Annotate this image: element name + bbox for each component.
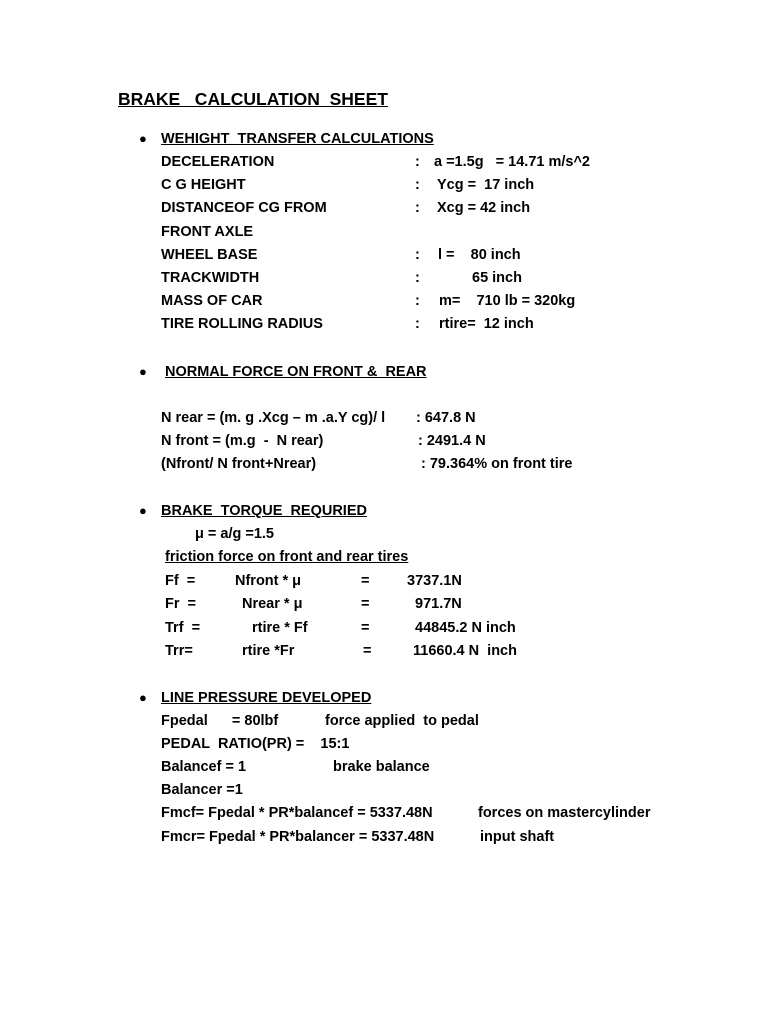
brake-torque-heading: BRAKE TORQUE REQURIED: [161, 503, 367, 519]
bt-expr: rtire *Fr: [242, 643, 295, 659]
nf-result: : 647.8 N: [416, 410, 476, 426]
bt-eq: =: [361, 620, 370, 636]
nf-result: : 79.364% on front tire: [421, 456, 573, 472]
pedal-ratio-line: PEDAL RATIO(PR) = 15:1: [161, 736, 350, 752]
friction-subheading: friction force on front and rear tires: [165, 549, 409, 565]
wt-colon: :: [415, 270, 420, 286]
balancef-line: Balancef = 1: [161, 759, 247, 775]
bt-value: 3737.1N: [407, 573, 462, 589]
wt-label: TRACKWIDTH: [161, 270, 260, 286]
wt-colon: :: [415, 247, 420, 263]
fpedal-line: Fpedal = 80lbf: [161, 713, 279, 729]
bt-name: Fr =: [165, 596, 197, 612]
nf-formula: N front = (m.g - N rear): [161, 433, 324, 449]
bullet-icon: ●: [139, 503, 147, 518]
bt-expr: rtire * Ff: [252, 620, 308, 636]
wt-label: DECELERATION: [161, 154, 275, 170]
normal-force-heading: NORMAL FORCE ON FRONT & REAR: [165, 364, 427, 380]
wt-value: 65 inch: [472, 270, 522, 286]
wt-value: m= 710 lb = 320kg: [439, 293, 576, 309]
wt-colon: :: [415, 200, 420, 216]
bt-name: Trr=: [165, 643, 193, 659]
bt-value: 44845.2 N inch: [415, 620, 516, 636]
bt-expr: Nrear * μ: [242, 596, 303, 612]
wt-value: l = 80 inch: [438, 247, 521, 263]
mu-line: μ = a/g =1.5: [195, 526, 274, 542]
line-pressure-heading: LINE PRESSURE DEVELOPED: [161, 690, 372, 706]
bt-name: Trf =: [165, 620, 201, 636]
wt-value: rtire= 12 inch: [439, 316, 534, 332]
wt-label: DISTANCEOF CG FROM: [161, 200, 327, 216]
nf-result: : 2491.4 N: [418, 433, 486, 449]
bt-name: Ff =: [165, 573, 196, 589]
wt-label: MASS OF CAR: [161, 293, 263, 309]
nf-formula: N rear = (m. g .Xcg – m .a.Y cg)/ l: [161, 410, 386, 426]
fmcr-line: Fmcr= Fpedal * PR*balancer = 5337.48N: [161, 829, 435, 845]
bt-expr: Nfront * μ: [235, 573, 302, 589]
bt-value: 971.7N: [415, 596, 462, 612]
page-title: BRAKE CALCULATION SHEET: [118, 89, 388, 109]
wt-colon: :: [415, 154, 420, 170]
wt-value: Ycg = 17 inch: [437, 177, 535, 193]
wt-label: C G HEIGHT: [161, 177, 246, 193]
bt-eq: =: [361, 596, 370, 612]
wt-label: WHEEL BASE: [161, 247, 258, 263]
bt-eq: =: [363, 643, 372, 659]
balancer-line: Balancer =1: [161, 782, 243, 798]
fmcr-note: input shaft: [480, 829, 555, 845]
balancef-note: brake balance: [333, 759, 430, 775]
nf-formula: (Nfront/ N front+Nrear): [161, 456, 317, 472]
wt-label: TIRE ROLLING RADIUS: [161, 316, 323, 332]
wt-value: a =1.5g = 14.71 m/s^2: [434, 154, 590, 170]
bt-eq: =: [361, 573, 370, 589]
wt-label: FRONT AXLE: [161, 224, 254, 240]
wt-colon: :: [415, 316, 420, 332]
wt-colon: :: [415, 293, 420, 309]
fmcf-note: forces on mastercylinder: [478, 805, 651, 821]
fmcf-line: Fmcf= Fpedal * PR*balancef = 5337.48N: [161, 805, 433, 821]
wt-colon: :: [415, 177, 420, 193]
wt-value: Xcg = 42 inch: [437, 200, 531, 216]
weight-transfer-heading: WEHIGHT TRANSFER CALCULATIONS: [161, 131, 434, 147]
bullet-icon: ●: [139, 131, 147, 146]
fpedal-note: force applied to pedal: [325, 713, 479, 729]
bullet-icon: ●: [139, 690, 147, 705]
bullet-icon: ●: [139, 364, 147, 379]
bt-value: 11660.4 N inch: [413, 643, 517, 659]
